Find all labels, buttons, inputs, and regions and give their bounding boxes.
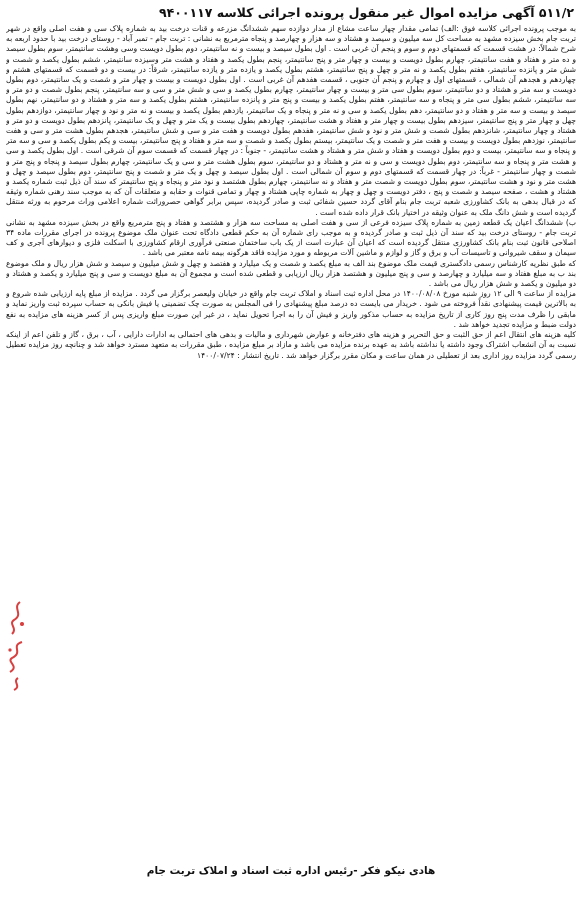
- notice-body: [6, 24, 576, 860]
- notice-paragraph: که طبق نظریه کارشناس رسمی دادگستری قیمت ملک موضوع بند الف به مبلغ یکصد و شصت و یک میلیارد و هفتصد و چهل و شش میلیون و سیصد و شش هزار ریال و ملک موضوع بند ب به مبلغ هفتاد و سه میلیارد و چهارصد و سی و پنج میلیون و هشتصد هزار ریال ارزیابی و قطعی شده است و مجموع آن به مبلغ دویست و سی و پنج میلیارد و یکصد و هشتاد و دو میلیون و یکصد و شش هزار ریال می باشد .: [6, 258, 576, 289]
- notice-paragraph: به موجب پرونده اجرائی کلاسه فوق :الف) تمامی مقدار چهار ساعت مشاع از مدار دوازده سهم ششدانگ مزرعه و قنات درخت بید به شماره پلاک سی و هفت اصلی واقع در شهر تربت جام بخش سیزده مشهد به مساحت کل سه میلیون و سیصد و هشتاد و سه هزار و چهارصد و پنجاه مترمربع به نشانی : تربت جام - تمبر آباد - روستای درخت بید با حدود اربعه به شرح شمالاً: در هشت قسمت که قسمتهای دوم و سوم و پنجم آن غربی است . اول بطول سیصد و بیست و نه سانتیمتر، دوم بطول دویست وسی وهشت سانتیمتر، سوم بطول سیصد و ده متر و هفتاد و هفت سانتیمتر، چهارم بطول دویست و بیست و چهار متر و پنج سانتیمتر، پنجم بطول یکصد و هفتاد و هشت متر وسیزده سانتیمتر، ششم بطول یکصد و شصت و شش متر و پانزده سانتیمتر، هفتم بطول یکصد و نه متر و چهل و پنج سانتیمتر، هشتم بطول یکصد و یازده متر و یازده سانتیمتر، شرقاً: در بیست و دو قسمت که قسمتهای هشتم و چهاردهم و هجدهم آن شمالی ، قسمتهای اول و چهارم و پنجم آن جنوبی ، قسمت هفدهم آن غربی است . اول بطول دویست و بیست و چهار متر و شصت و یک سانتیمتر، دوم بطول دویست و سه متر و هشتاد و دو سانتیمتر، سوم بطول سی متر و بیست و چهار سانتیمتر، چهارم بطول یکصد و سی و شش متر و سی و سه سانتیمتر، پنجم بطول شصت و دو متر و سه سانتیمتر، ششم بطول سی متر و پنجاه و سه سانتیمتر، هفتم بطول یکصد و بیست و پنج متر و پانزده سانتیمتر، هشتم بطول یکصد و سه متر و هشتاد و دو سانتیمتر، نهم بطول سیصد و بیست و سه متر و هفتاد و دو سانتیمتر، دهم بطول یکصد و سی و نه متر و پنجاه و یک سانتیمتر، یازدهم بطول یکصد و بیست و نه متر و نود و چهار سانتیمتر، دوازدهم بطول چهل و چهار متر و پنج سانتیمتر، سیزدهم بطول بیست و چهار متر و هفتاد و هشت سانتیمتر، چهاردهم بطول بیست و یک متر و چهل و یک سانتیمتر، پانزدهم بطول دویست و دو متر و هشتاد و چهار سانتیمتر، شانزدهم بطول شصت و شش متر و نود و شش سانتیمتر، هفدهم بطول دویست و هفت متر و سی و شش سانتیمتر، هجدهم بطول هشت متر و سی و هفت سانتیمتر، نوزدهم بطول دویست و بیست و هفت متر و شصت و یک سانتیمتر، بیستم بطول یکصد و شصت و سه متر و هفتاد و پنج سانتیمتر، بیست و یکم بطول یکصد و سی و سه متر و پنجاه و سه سانتیمتر، بیست و دوم بطول دویست و هفتاد و شش متر و هشتاد و هشت سانتیمتر، - جنوباً : در چهار قسمت که قسمت سوم آن شرقی است . اول بطول یکصد و سی و هشت متر و پنجاه و سه سانتیمتر، دوم بطول دویست و سی و نه متر و هشتاد و دو سانتیمتر، سوم بطول هشت متر و سی و یک سانتیمتر، چهارم بطول سیصد و پنجاه و پنج متر و شصت و چهار سانتیمتر - غرباً: در چهار قسمت که قسمتهای دوم و سوم آن شمالی است . اول بطول سیصد و چهل و یک متر و شصت و پنج سانتیمتر، دوم بطول سیصد و چهل و هشت متر و نود و هشت سانتیمتر، سوم بطول دویست و شصت متر و هفتاد و نه سانتیمتر، چهارم بطول هشتصد و نود متر و پنجاه و پنج سانتیمتر که سند آن ذیل ثبت شماره یکصد و هشتاد و هشت ، صفحه سیصد و شصت و پنج ، دفتر دویست و چهل و چهار به شماره چاپی هشتاد و چهار و تمامی قنوات و حقابه و متعلقات آن که به موجب سند رهنی شماره وثیقه که در قبال بدهی به بانک کشاورزی شعبه تربت جام بنام آقای گردد حسین شفائی ثبت و صادر گردیده، سپس برابر گواهی حصروراثت شماره اعلامی وراث مرحوم به ورثه منتقل گردیده است و شش دانگ ملک به عنوان وثیقه در اختیار بانک قرار داده شده است .: [6, 24, 576, 217]
- notice-title: ۵۱۱/۲ آگهی مزایده اموال غیر منقول پرونده اجرائی کلاسه ۹۴۰۰۱۱۷: [158, 5, 574, 20]
- red-stamp-marks: [2, 598, 30, 694]
- notice-paragraph: کلیه هزینه های انتقال اعم از حق الثبت و حق التحریر و هزینه های دفترخانه و عوارض شهرداری و مالیات و بدهی های احتمالی به ادارات دارایی ، آب ، برق ، گاز و تلفن اعم از اینکه نسبت به آن انشعاب اشتراک وجود داشته یا نداشته باشد به عهده برنده مزایده می باشد و مازاد بر مبلغ مزایده ، طبق مقررات به متعهد مسترد خواهد شد و چنانچه روز مزایده تعطیل رسمی گردد مزایده روز اداری بعد از تعطیلی در همان ساعت و مکان مقرر برگزار خواهد شد . تاریخ انتشار : ۱۴۰۰/۰۷/۲۴: [6, 330, 576, 360]
- notice-paragraph: ب) ششدانگ اعیان یک قطعه زمین به شماره پلاک سیزده فرعی از سی و هفت اصلی به مساحت سه هزار و هشتصد و هفتاد و پنج مترمربع واقع در بخش سیزده مشهد به نشانی تربت جام - روستای درخت بید که سند آن ذیل ثبت و صادر گردیده و به موجب رای شماره آن به حکم قطعی دادگاه تحت عنوان ملک موضوع پرونده در اجرای مقررات ماده ۳۴ اصلاحی قانون ثبت بنام بانک کشاورزی منتقل گردیده است که اعیان آن عبارت است از یک باب ساختمان صنعتی فرآوری ارقام کشاورزی با اسکلت فلزی و دیوارهای آجری و کف سیمان و سقف شیروانی و تاسیسات آب و برق و گاز و لوازم و ماشین آلات مربوطه و مورد مزایده فاقد هرگونه بیمه نامه معتبر می باشد .: [6, 217, 576, 258]
- notice-paragraph: مزایده از ساعت ۹ الی ۱۲ روز شنبه مورخ ۱۴۰۰/۰۸/۰۸ در محل اداره ثبت اسناد و املاک تربت جام واقع در خیابان ولیعصر برگزار می گردد . مزایده از مبلغ پایه ارزیابی شده شروع و به بالاترین قیمت پیشنهادی نقداً فروخته می شود . خریدار می بایست ده درصد مبلغ پیشنهادی را فی المجلس به صورت چک تضمینی یا فیش بانکی به حساب سپرده ثبت واریز نماید و مابقی را ظرف مدت پنج روز کاری از تاریخ مزایده به حساب مذکور واریز و فیش آن را به اجرا تحویل نماید ، در غیر این صورت مبلغ واریزی پس از کسر هزینه های مزایده به نفع دولت ضبط و مزایده تجدید خواهد شد .: [6, 289, 576, 329]
- signature-line: هادی نیکو فکر -رئیس اداره ثبت اسناد و املاک تربت جام: [146, 865, 436, 877]
